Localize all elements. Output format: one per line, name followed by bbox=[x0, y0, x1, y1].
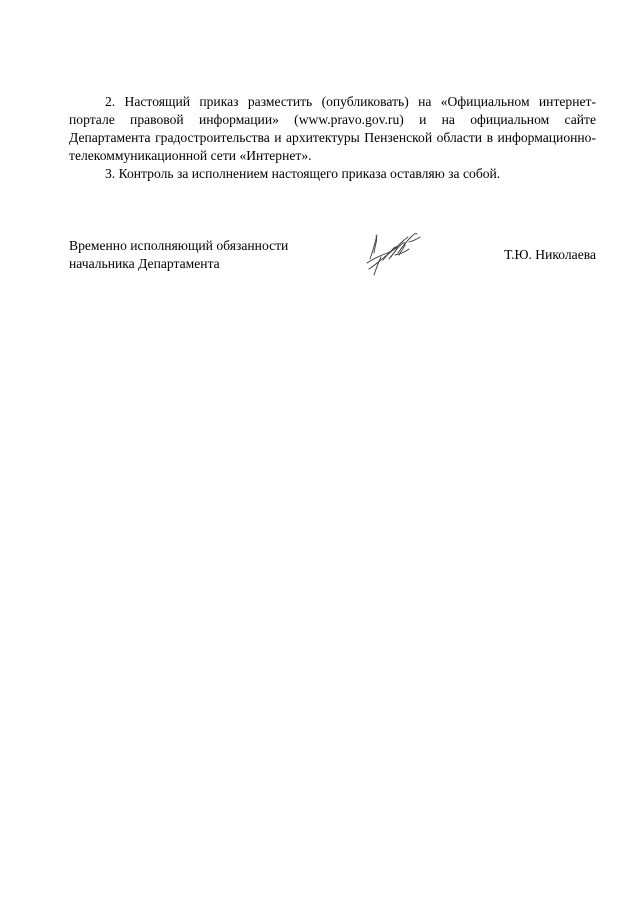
handwritten-signature bbox=[365, 229, 427, 277]
signer-name: Т.Ю. Николаева bbox=[504, 247, 596, 262]
paragraph-control-clause: 3. Контроль за исполнением настоящего приказа оставляю за собой. bbox=[105, 166, 501, 181]
paragraph-publication-order: 2. Настоящий приказ разместить (опубликовать) на «Официальном интернет-портале правовой информации» (www.pravo.gov.ru) и на официальном сайте Департамента градостроительства и архитектуры Пензенской области в информационно-телекоммуникационной сети «Интернет». bbox=[69, 94, 596, 163]
document-body bbox=[69, 93, 596, 183]
signature-block bbox=[69, 237, 596, 287]
signer-position-title: Временно исполняющий обязанности начальника Департамента bbox=[69, 238, 289, 271]
